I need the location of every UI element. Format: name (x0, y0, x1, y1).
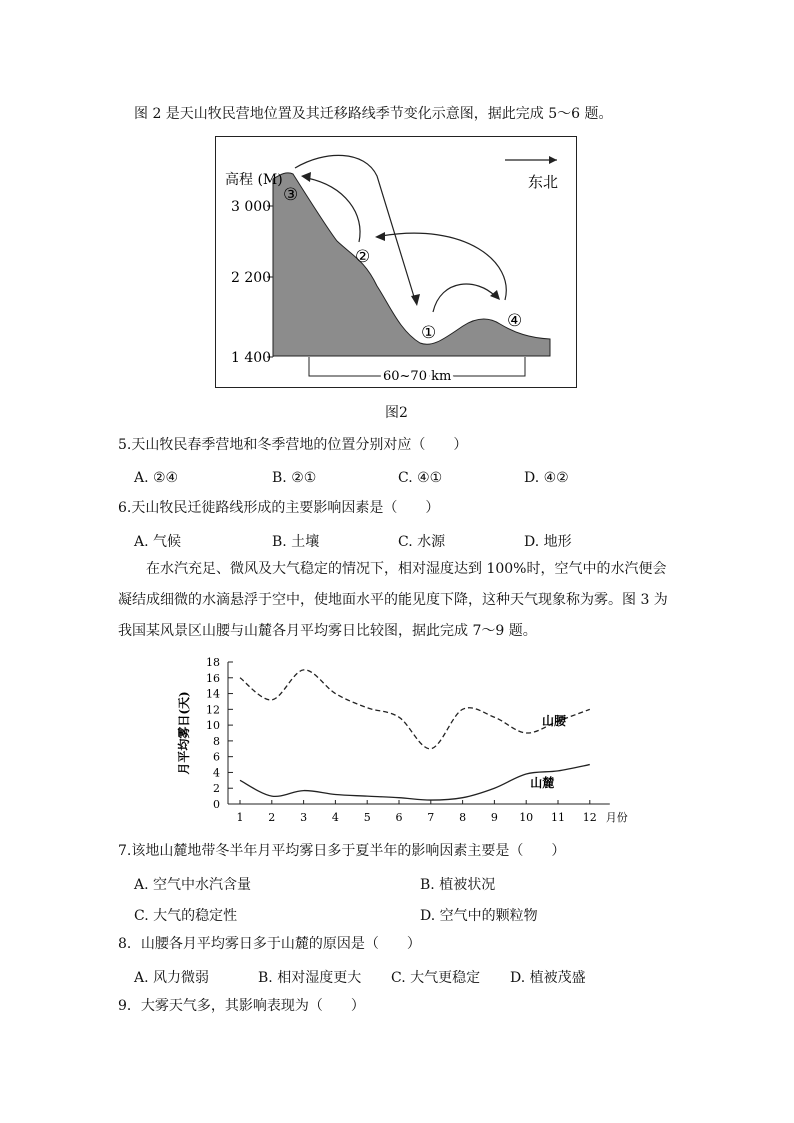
marker-2: ② (355, 247, 371, 267)
y-axis-label: 月平均雾日(天) (177, 691, 191, 775)
x-axis-label: 月份 (605, 811, 628, 824)
marker-3: ③ (283, 185, 299, 205)
q6-stem: 6.天山牧民迁徙路线形成的主要影响因素是（ ） (118, 500, 440, 516)
x-tick-label: 1 (236, 811, 244, 824)
q8-option-d[interactable]: D. 植被茂盛 (510, 970, 586, 986)
series-line-shanyao (240, 670, 590, 749)
y-tick-label: 4 (213, 766, 220, 780)
q6-option-b[interactable]: B. 土壤 (272, 534, 320, 550)
fog-paragraph: 在水汽充足、微风及大气稳定的情况下，相对湿度达到 100%时，空气中的水汽便会凝结成细微的水滴悬浮于空中，使地面水平的能见度下降，这种天气现象称为雾。图 3 为我国某风景区山腰与山麓各月平均雾日比较图，据此完成 7～9 题。 (118, 561, 668, 639)
x-tick-label: 12 (582, 811, 597, 824)
x-tick-label: 11 (551, 811, 565, 824)
marker-4: ④ (507, 311, 523, 331)
q5-option-a[interactable]: A. ②④ (134, 470, 179, 486)
series-label-shanlu: 山麓 (530, 775, 555, 790)
q7-option-b[interactable]: B. 植被状况 (420, 877, 496, 893)
y-tick-label: 8 (213, 734, 220, 748)
q8-option-b[interactable]: B. 相对湿度更大 (258, 970, 362, 986)
q7-stem: 7.该地山麓地带冬半年月平均雾日多于夏半年的影响因素主要是（ ） (118, 843, 566, 859)
x-tick-label: 3 (300, 811, 308, 824)
q8-option-a[interactable]: A. 风力微弱 (134, 970, 210, 986)
q8-stem: 8．山腰各月平均雾日多于山麓的原因是（ ） (118, 936, 421, 952)
x-tick-label: 2 (268, 811, 276, 824)
q5-stem: 5.天山牧民春季营地和冬季营地的位置分别对应（ ） (118, 437, 468, 453)
marker-1: ① (421, 323, 437, 343)
distance-label: 60~70 km (383, 369, 452, 384)
intro-text: 图 2 是天山牧民营地位置及其迁移路线季节变化示意图，据此完成 5～6 题。 (134, 106, 613, 122)
q6-option-a[interactable]: A. 气候 (134, 534, 182, 550)
x-tick-label: 5 (363, 811, 371, 824)
y-tick-label: 0 (213, 798, 220, 811)
y-tick-label: 6 (213, 750, 220, 764)
x-tick-label: 9 (490, 811, 498, 824)
q7-option-a[interactable]: A. 空气中水汽含量 (134, 877, 252, 893)
y-tick-2200: 2 200 (231, 270, 272, 286)
q7-option-d[interactable]: D. 空气中的颗粒物 (420, 908, 538, 924)
figure-2-diagram (215, 136, 579, 384)
direction-label: 东北 (528, 173, 559, 191)
q7-option-c[interactable]: C. 大气的稳定性 (134, 908, 238, 924)
y-tick-label: 10 (206, 719, 220, 733)
q5-option-b[interactable]: B. ②① (272, 470, 317, 486)
x-tick-label: 7 (427, 811, 435, 824)
y-axis-label: 高程 (M) (225, 172, 283, 188)
q6-option-c[interactable]: C. 水源 (398, 534, 446, 550)
y-tick-1400: 1 400 (231, 350, 272, 366)
series-label-shanyao: 山腰 (542, 714, 567, 729)
y-tick-label: 2 (213, 782, 220, 796)
y-tick-label: 12 (206, 703, 220, 717)
q9-stem: 9．大雾天气多，其影响表现为（ ） (118, 998, 365, 1014)
y-tick-label: 18 (206, 656, 220, 669)
x-tick-label: 4 (331, 811, 339, 824)
q6-option-d[interactable]: D. 地形 (524, 534, 572, 550)
q8-option-c[interactable]: C. 大气更稳定 (391, 970, 481, 986)
y-tick-label: 14 (206, 687, 220, 701)
q5-option-d[interactable]: D. ④② (524, 470, 569, 486)
fog-days-chart (170, 654, 640, 834)
q5-option-c[interactable]: C. ④① (398, 470, 443, 486)
x-tick-label: 6 (395, 811, 403, 824)
y-tick-3000: 3 000 (231, 199, 272, 215)
x-tick-label: 8 (459, 811, 467, 824)
x-tick-label: 10 (519, 811, 534, 824)
figure-2-caption: 图2 (385, 405, 408, 421)
y-tick-label: 16 (206, 671, 220, 685)
